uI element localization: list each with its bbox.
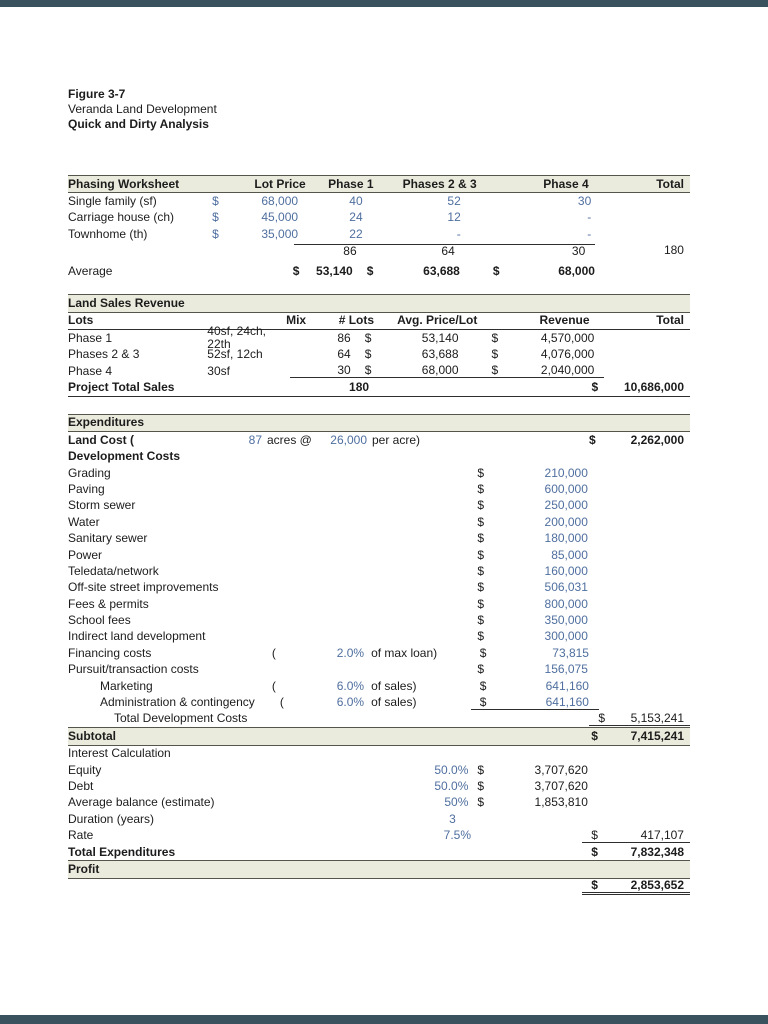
revenue-value: 2,040,000 [540,363,595,378]
equity-pct: 50.0% [434,762,469,777]
dollar-sign: $ [477,580,485,595]
development-costs-heading-row [68,448,690,464]
land-sales-section-bar [68,294,690,312]
cost-amount-cell [468,532,598,545]
lot-price-cell [208,228,300,241]
debt-amount: 3,707,620 [534,778,588,793]
revenue-value: 4,570,000 [540,330,595,345]
row-label: Rate [68,828,94,843]
revenue-cell [483,364,605,378]
marketing-row [68,678,690,694]
cost-amount-cell [468,581,598,594]
admin-desc: of sales) [371,695,417,710]
row-label: Marketing [100,678,153,693]
figure-label: Figure 3-7 [68,87,126,101]
cost-amount-cell [468,467,598,480]
total-expenditures-cell [582,846,690,859]
avg-price-cell [352,364,483,378]
cost-row-sanitary-sewer [68,530,690,546]
cost-amount-cell [471,696,599,710]
cost-label: Teledata/network [68,563,159,578]
average-value: 68,000 [558,263,595,278]
land-sales-row-phase4 [68,363,690,379]
project-total-sales-row [68,379,690,396]
section-title: Land Sales Revenue [68,296,185,311]
phase1-sum: 86 [294,244,358,258]
avg-price-value: 68,000 [421,363,459,378]
worksheet [68,175,690,895]
cost-label: Fees & permits [68,596,149,611]
cost-amount-cell [468,630,598,643]
dollar-sign: $ [477,596,485,611]
phase4-sum: 30 [479,244,595,258]
avg-balance-amount-cell [468,796,598,809]
cost-amount: 85,000 [551,547,588,562]
row-label: Financing costs [68,645,152,660]
total-development-costs-row [68,711,690,727]
cost-amount: 600,000 [544,481,588,496]
row-label: Administration & contingency [100,695,255,710]
phasing-sum-row [68,243,690,259]
row-label: Total Expenditures [68,844,176,859]
revenue-cell [483,332,605,345]
phasing-header-row [68,175,690,193]
cost-amount: 800,000 [544,596,588,611]
dollar-sign: $ [479,678,487,693]
dollar-sign: $ [491,347,499,362]
revenue-cell [483,348,605,361]
cost-amount: 506,031 [544,580,588,595]
dollar-sign: $ [491,330,499,345]
land-sales-column-header-row [68,313,690,330]
dollar-sign: $ [479,645,487,660]
average-phase23 [354,265,484,278]
row-label: Phases 2 & 3 [68,347,140,362]
duration-row [68,811,690,827]
row-label: Equity [68,762,102,777]
cost-amount: 300,000 [544,629,588,644]
phase4-value: 30 [577,194,592,209]
dollar-sign: $ [477,531,485,546]
lot-price-value: 35,000 [261,226,299,241]
cost-amount-cell [468,516,598,529]
cost-label: Paving [68,481,105,496]
cost-row-storm-sewer [68,498,690,514]
dollar-sign: $ [364,347,372,362]
interest-calculation-heading-row [68,746,690,762]
profit-amount-cell [582,879,690,895]
price-per-acre-value: 26,000 [330,432,367,447]
avg-price-cell [352,348,483,361]
dollar-sign: $ [477,778,485,793]
dollar-sign: $ [477,498,485,513]
cost-label: Power [68,547,103,562]
phase1-value: 40 [349,194,363,209]
dollar-sign: $ [477,613,485,628]
lots-value: 30 [290,364,351,378]
marketing-label-cell [68,680,300,693]
average-value: 63,688 [423,263,460,278]
row-label: Subtotal [68,728,116,743]
phasing-title: Phasing Worksheet [68,176,180,191]
lot-price-cell [208,211,300,224]
debt-amount-cell [468,780,598,793]
viewer-top-bar [0,0,768,7]
dollar-sign: $ [477,629,485,644]
avg-price-value: 53,140 [421,330,459,345]
cost-label: Indirect land development [68,629,206,644]
avg-balance-amount: 1,853,810 [534,795,588,810]
rate-pct: 7.5% [443,828,472,843]
revenue-value: 4,076,000 [540,347,595,362]
land-cost-total-cell [580,434,690,447]
duration-value: 3 [449,811,456,826]
expenditures-section-bar [68,414,690,432]
mix-value: 30sf [207,363,230,378]
per-acre-text: per acre) [372,432,421,447]
land-sales-row-phase23 [68,347,690,363]
cost-amount: 156,075 [544,662,588,677]
cost-label: Pursuit/transaction costs [68,662,199,677]
total-expenditures-value: 7,832,348 [630,844,684,859]
viewer-bottom-bar [0,1015,768,1024]
dollar-sign: $ [477,762,485,777]
cost-amount: 641,160 [545,678,589,693]
dollar-sign: $ [591,728,598,743]
dollar-sign: $ [364,330,372,345]
cost-label: Off-site street improvements [68,580,219,595]
dollar-sign: $ [477,563,485,578]
dollar-sign: $ [589,432,596,447]
cost-label: Storm sewer [68,498,136,513]
cost-amount-cell [468,663,598,676]
debt-pct: 50.0% [434,778,469,793]
cost-row-teledata [68,563,690,579]
phase23-value: 12 [447,210,461,225]
admin-contingency-row [68,694,690,710]
col-header-phase1: Phase 1 [328,176,374,191]
dollar-sign: $ [491,363,499,378]
section-title: Expenditures [68,415,145,430]
financing-desc: of max loan) [371,645,438,660]
admin-pct: 6.0% [336,695,365,710]
lot-price-value: 68,000 [261,194,299,209]
row-label: Average [68,263,113,278]
cost-label: School fees [68,613,131,628]
financing-pct: 2.0% [336,645,365,660]
rate-row [68,827,690,843]
interest-amount: 417,107 [640,827,684,842]
dollar-sign: $ [591,827,598,842]
total-sales-cell [582,381,690,394]
cost-label: Grading [68,465,111,480]
cost-label: Sanitary sewer [68,531,148,546]
cost-amount: 180,000 [544,531,588,546]
dollar-sign: $ [591,844,598,859]
cost-row-paving [68,481,690,497]
lot-price-value: 45,000 [261,210,299,225]
marketing-pct: 6.0% [336,678,365,693]
interest-amount-cell [582,829,690,843]
doc-title: Quick and Dirty Analysis [68,117,209,131]
cost-row-school-fees [68,612,690,628]
col-header-total: Total [656,313,684,328]
cost-row-water [68,514,690,530]
subtotal-value: 7,415,241 [630,728,684,743]
phase23-sum: 64 [358,244,479,258]
admin-label-cell [68,696,300,709]
dollar-sign: $ [212,194,219,209]
row-label: Phase 1 [68,330,113,345]
row-label: Debt [68,778,94,793]
row-label: Duration (years) [68,811,155,826]
doc-header [68,87,217,132]
phase23-value: 52 [447,194,461,209]
cost-row-offsite-street [68,580,690,596]
phasing-average-row [68,263,690,279]
phase4-value: - [587,210,592,225]
phase1-value: 24 [349,210,363,225]
land-cost-total-value: 2,262,000 [630,432,684,447]
dollar-sign: $ [292,263,300,278]
phase23-value: - [456,226,461,241]
dollar-sign: $ [492,263,500,278]
dollar-sign: $ [212,210,219,225]
debt-row [68,778,690,794]
lot-price-cell [208,195,300,208]
cost-amount: 200,000 [544,514,588,529]
average-balance-row [68,795,690,811]
open-paren: ( [271,645,276,660]
cost-amount-cell [468,598,598,611]
cost-amount-cell [468,483,598,496]
row-label: Townhome (th) [68,226,148,241]
dollar-sign: $ [591,379,599,394]
cost-amount: 250,000 [544,498,588,513]
total-sales-value: 10,686,000 [623,379,685,394]
subtotal-row [68,727,690,745]
lots-value: 86 [337,330,351,345]
dollar-sign: $ [477,795,485,810]
average-phase1 [285,265,354,278]
mix-value: 40sf, 24ch, 22th [207,324,267,352]
dollar-sign: $ [477,481,485,496]
row-label: Single family (sf) [68,194,157,209]
cost-amount-cell [468,565,598,578]
row-label: Total Development Costs [114,711,248,726]
cost-amount-cell [468,549,598,562]
total-dev-value: 5,153,241 [630,710,684,725]
phasing-row-single-family [68,193,690,209]
col-header-avg-price: Avg. Price/Lot [397,313,478,328]
cost-label: Water [68,514,100,529]
cost-amount-cell [471,647,599,660]
financing-label-cell [68,647,300,660]
cost-row-fees-permits [68,596,690,612]
open-paren: ( [279,695,284,710]
dollar-sign: $ [479,694,487,709]
marketing-desc: of sales) [371,678,417,693]
dollar-sign: $ [598,710,605,725]
section-gap [68,397,690,414]
dollar-sign: $ [477,662,485,677]
dollar-sign: $ [477,465,485,480]
total-lots-value: 180 [349,379,370,394]
profit-amount-row [68,879,690,895]
acres-value: 87 [248,432,262,447]
mix-value: 52sf, 12ch [207,347,263,362]
profit-section-bar [68,860,690,878]
col-header-phase23: Phases 2 & 3 [402,176,477,191]
open-paren: ( [271,678,276,693]
dollar-sign: $ [212,226,219,241]
cost-amount: 160,000 [544,563,588,578]
equity-row [68,762,690,778]
cost-amount: 641,160 [545,694,589,709]
total-dev-cell [589,712,690,726]
profit-amount: 2,853,652 [630,877,684,892]
lots-value: 64 [337,347,351,362]
phasing-row-carriage-house [68,210,690,226]
interest-heading: Interest Calculation [68,746,171,761]
cost-amount: 210,000 [544,465,588,480]
phase4-value: - [587,226,592,241]
avg-balance-pct: 50% [444,795,469,810]
col-header-revenue: Revenue [539,313,590,328]
cost-row-grading [68,465,690,481]
subtotal-cell [582,730,690,743]
equity-amount: 3,707,620 [534,762,588,777]
section-gap [68,279,690,294]
equity-amount-cell [468,764,598,777]
dollar-sign: $ [477,514,485,529]
row-label: Phase 4 [68,363,113,378]
pursuit-costs-row [68,662,690,678]
cost-amount-cell [468,614,598,627]
land-cost-row [68,432,690,448]
col-header-lot-price: Lot Price [254,176,306,191]
col-header-num-lots: # Lots [338,313,375,328]
cost-amount-cell [471,680,599,693]
cost-row-power [68,547,690,563]
lots-grand-total: 180 [663,243,684,258]
avg-price-value: 63,688 [421,347,459,362]
dollar-sign: $ [364,363,372,378]
col-header-lots: Lots [68,313,94,328]
total-expenditures-row [68,844,690,860]
avg-price-cell [352,332,483,345]
dollar-sign: $ [366,263,374,278]
col-header-phase4: Phase 4 [543,176,589,191]
cost-row-indirect-land [68,629,690,645]
dollar-sign: $ [477,547,485,562]
cost-amount: 350,000 [544,613,588,628]
cost-amount: 73,815 [552,645,589,660]
acres-text: acres @ [267,432,312,447]
financing-costs-row [68,645,690,661]
col-header-total: Total [656,176,684,191]
land-cost-label: Land Cost ( [68,432,134,447]
development-costs-heading: Development Costs [68,449,181,464]
row-label: Carriage house (ch) [68,210,175,225]
row-label: Project Total Sales [68,379,175,394]
phasing-row-townhome [68,226,690,242]
cost-amount-cell [468,499,598,512]
col-header-mix: Mix [286,313,307,328]
row-label: Average balance (estimate) [68,795,215,810]
section-title: Profit [68,861,100,876]
doc-company: Veranda Land Development [68,102,217,116]
land-sales-row-phase1 [68,324,690,352]
dollar-sign: $ [591,877,598,892]
average-value: 53,140 [316,263,353,278]
phase1-value: 22 [349,226,363,241]
average-phase4 [484,265,605,278]
